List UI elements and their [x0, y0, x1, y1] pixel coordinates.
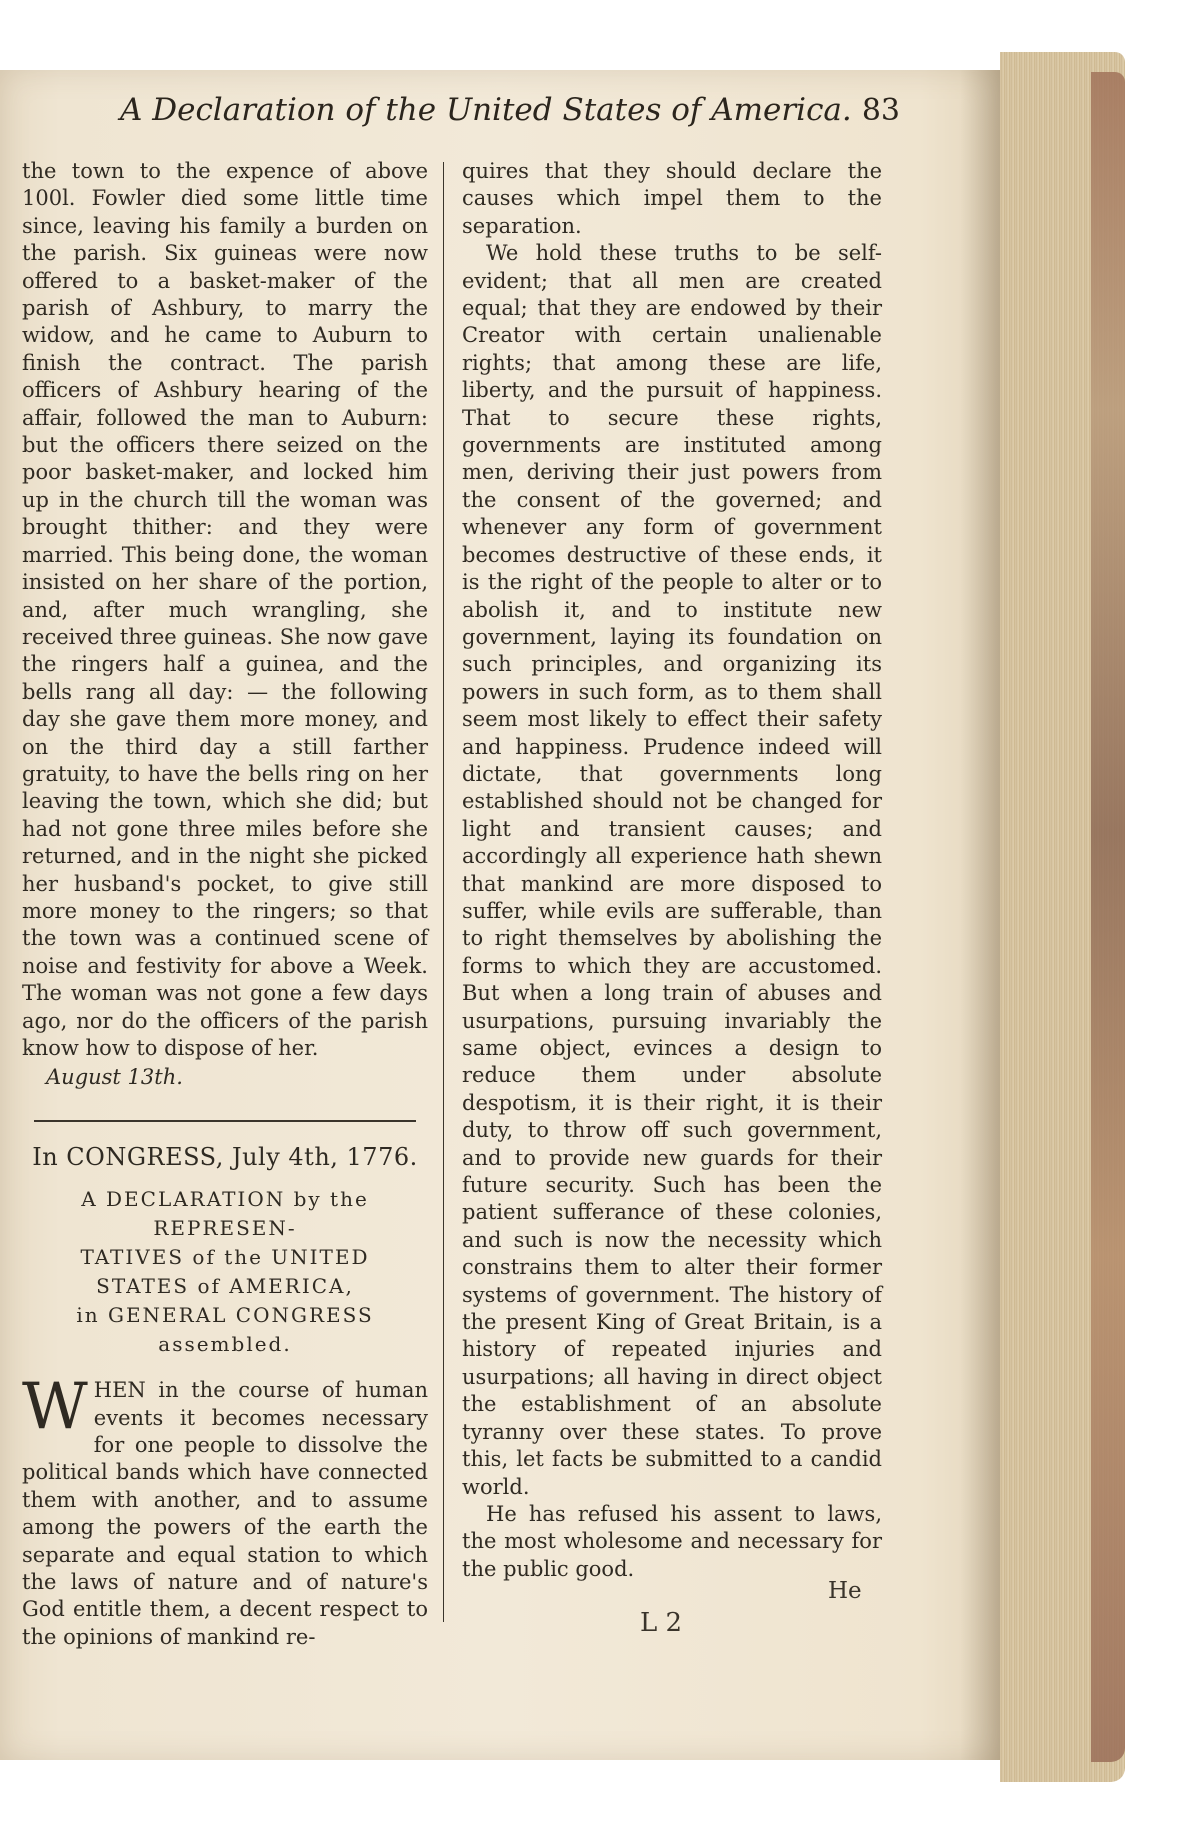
news-paragraph: the town to the expence of above 100l. Fowler died some little time since, leaving his family a burden on the parish. Six guineas were now offered to a basket-maker of the parish of Ashbury, to marry the widow, and he came to Auburn to finish the contract. The parish officers of Ashbury hearing of the affair, followed the man to Auburn: but the officers there seized on the poor basket-maker, and locked him up in the church till the woman was brought thither: and they were married. This being done, the woman insisted on her share of the portion, and, after much wrangling, she received three guineas. She now gave the ringers half a guinea, and the bells rang all day: — the following day she gave them more money, and on the third day a still farther gratuity, to have the bells ring on her leaving the town, which she did; but had not gone three miles before she returned, and in the night she picked her husband's pocket, to give still more money to the ringers; so that the town was a continued scene of noise and festivity for above a Week. The woman was not gone a few days ago, nor do the officers of the parish know how to dispose of her. — [22, 159, 428, 1060]
signature-mark: L 2 — [640, 1608, 683, 1638]
page-number: 83 — [861, 93, 900, 128]
preamble-text: HEN in the course of human events it becomes necessary for one people to dissolve the political bands which have connected them with another, and to assume among the powers of the earth the separate and equal station to which the laws of nature and of nature's God entitle them, a decent respect to the opinions of mankind re- — [22, 1378, 428, 1649]
left-column — [22, 158, 428, 1651]
page-edge-shadow — [960, 70, 1000, 1760]
section-rule — [34, 1120, 416, 1122]
drop-cap: W — [22, 1370, 88, 1445]
title-line: TATIVES of the UNITED — [80, 1245, 370, 1270]
title-line: A DECLARATION by the REPRESEN- — [81, 1187, 369, 1241]
title-line: STATES of AMERICA, — [96, 1274, 354, 1299]
catchword: He — [828, 1578, 862, 1604]
preamble-paragraph — [22, 1370, 428, 1651]
title-line: in GENERAL CONGRESS assembled. — [76, 1303, 374, 1357]
page-block-edge — [1000, 52, 1125, 1782]
continuation-paragraph: quires that they should declare the causes which impel them to the separation. — [462, 159, 882, 238]
column-divider — [443, 162, 444, 1622]
declaration-title — [22, 1185, 428, 1359]
dateline: August 13th. — [46, 1065, 183, 1090]
grievance-paragraph: He has refused his assent to laws, the most wholesome and necessary for the public good. — [462, 1501, 882, 1581]
congress-heading: In CONGRESS, July 4th, 1776. — [32, 1142, 418, 1171]
running-title: A Declaration of the United States of America. — [120, 92, 852, 128]
truths-paragraph: We hold these truths to be self-evident; that all men are created equal; that they are endowed by their Creator with certain unalienable rights; that among these are life, liberty, and the pursuit of happiness. That to secure these rights, governments are instituted among men, deriving their just powers from the consent of the governed; and whenever any form of government becomes destructive of these ends, it is the right of the people to alter or to abolish it, and to institute new government, laying its foundation on such principles, and organizing its powers in such form, as to them shall seem most likely to effect their safety and happiness. Prudence indeed will dictate, that governments long established should not be changed for light and transient causes; and accordingly all experience hath shewn that mankind are more disposed to suffer, while evils are sufferable, than to right themselves by abolishing the forms to which they are accustomed. But when a long train of abuses and usurpations, pursuing invariably the same object, evinces a design to reduce them under absolute despotism, it is their right, it is their duty, to throw off such government, and to provide new guards for their future security. Such has been the patient sufferance of these colonies, and such is now the necessity which constrains them to alter their former systems of government. The history of the present King of Great Britain, is a history of repeated injuries and usurpations; all having in direct object the establishment of an absolute tyranny over these states. To prove this, let facts be submitted to a candid world. — [462, 241, 882, 1499]
running-head — [120, 92, 900, 128]
right-column — [462, 158, 882, 1583]
